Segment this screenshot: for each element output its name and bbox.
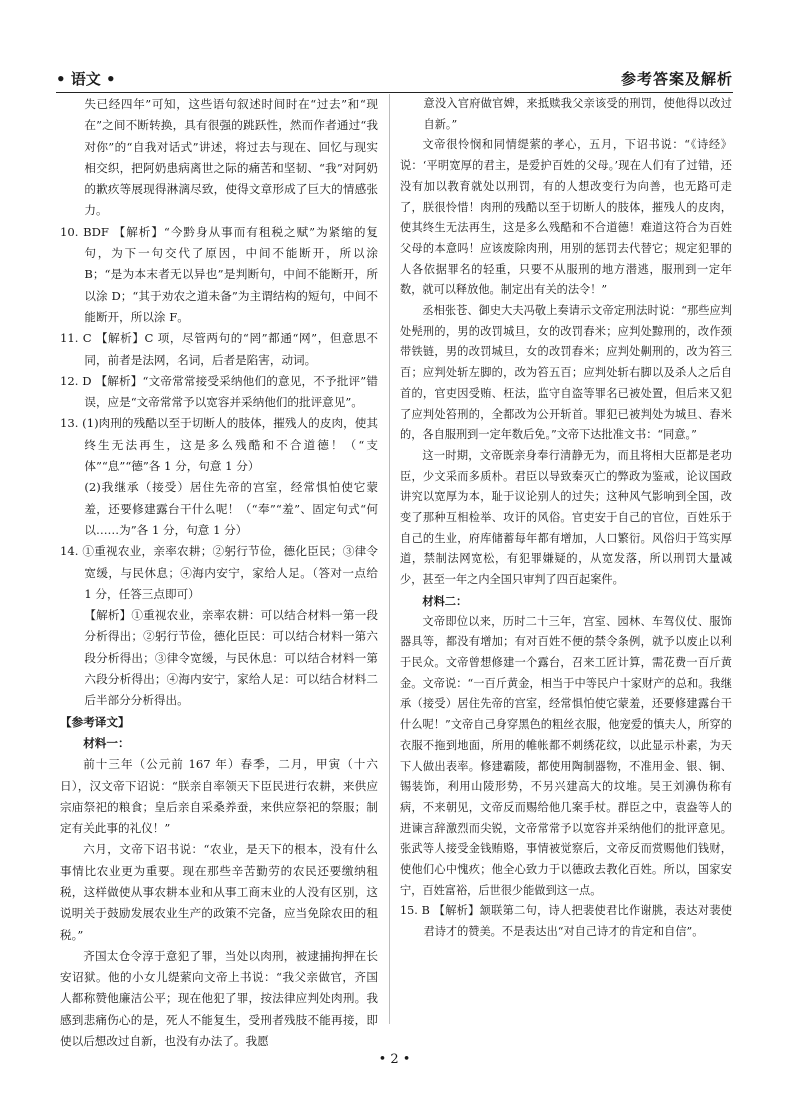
subject-label: • 语文 • — [56, 70, 116, 88]
paragraph: (2)我继承（接受）居住先帝的宫室，经常惧怕使它蒙羞，还要修建露台干什么呢！（“奉”“羞”、固定句式“何以……为”各 1 分，句意 1 分） — [84, 480, 378, 537]
paragraph: 【参考译文】 — [60, 714, 130, 729]
paragraph: 11. C 【解析】C 项，尽管两句的“罔”都通“网”，但意思不同，前者是法网，名词，后者是陷害，动词。 — [60, 331, 378, 367]
page-number: • 2 • — [378, 1052, 411, 1067]
paragraph: 12. D 【解析】“文帝常常接受采纳他们的意见，不予批评”错误，应是“文帝常常予以宽容并采纳他们的批评意见”。 — [60, 373, 378, 410]
paragraph: 15. B 【解析】颔联第二句，诗人把裴使君比作谢朓，表达对裴使君诗才的赞美。不是表达出“对自己诗才的肯定和自信”。 — [400, 904, 732, 939]
right-column — [400, 94, 732, 1034]
paragraph: 【解析】①重视农业，亲率农耕：可以结合材料一第一段分析得出；②躬行节俭，德化臣民：可以结合材料一第六段分析得出；③律令宽缓，与民休息：可以结合材料一第六段分析得出；④海内安宁，家给人足：可以结合材料二后半部分分析得出。 — [84, 608, 378, 708]
paragraph: 14. ①重视农业，亲率农耕；②躬行节俭，德化臣民；③律令宽缓，与民休息；④海内安宁，家给人足。（答对一点给 1 分，任答三点即可） — [60, 544, 378, 601]
page-header — [56, 68, 733, 93]
paragraph: 失已经四年”可知，这些语句叙述时间时在“过去”和“现在”之间不断转换，具有很强的跳跃性，然而作者通过“我对你”的“自我对话式”讲述，将过去与现在、回忆与现实相交织，把阿奶患病离世之际的痛苦和坚韧、“我”对阿奶的歉疚等展现得淋漓尽致，使得文章形成了巨大的情感张力。 — [84, 97, 378, 218]
paragraph: 13. (1)肉刑的残酷以至于切断人的肢体，摧残人的皮肉，使其终生无法再生，这是多么残酷和不合道德！（“支体”“息”“德”各 1 分，句意 1 分） — [60, 416, 378, 474]
left-column — [60, 94, 378, 1049]
paragraph: 材料一： — [83, 735, 130, 750]
paragraph: 丞相张苍、御史大夫冯敬上奏请示文帝定刑法时说：“那些应判处髡刑的，男的改罚城旦，女的改罚舂米；应判处黥刑的，改作颈带铁链，男的改罚城旦，女的改罚舂米；应判处劓刑的，改为笞三百；应判处斩左脚的，改为笞五百；应判处斩右脚以及杀人之后自首的，官吏因受贿、枉法，监守自盗等罪名已被处置，但后来又犯了应判处笞刑的，全都改为公开斩首。罪犯已被判处为城旦、舂米的，各自服刑到一定年数后免。”文帝下达批准文书：“同意。” — [400, 304, 732, 442]
paragraph: 六月，文帝下诏书说：“农业，是天下的根本，没有什么事情比农业更为重要。现在那些辛苦勤劳的农民还要缴纳租税，这样做使从事农耕本业和从事工商末业的人没有区别，这说明关于鼓励发展农业生产的政策不完备，应当免除农田的租税。” — [60, 842, 378, 942]
paragraph: 文帝很怜悯和同情缇萦的孝心，五月，下诏书说：“《诗经》说：‘平明宽厚的君主，是爱护百姓的父母。’现在人们有了过错，还没有加以教育就处以刑罚，有的人想改变行为向善，也无路可走了，朕很怜惜！肉刑的残酷以至于切断人的肢体，摧残人的皮肉，使其终生无法再生，这是多么残酷和不合道德！难道这符合为百姓父母的本意吗！应该废除肉刑，用别的惩罚去代替它；规定犯罪的人各依据罪名的轻重，只要不从服刑的地方潜逃，服刑到一定年数，就可以释放他。制定出有关的法令！” — [400, 138, 732, 297]
paragraph: 前十三年（公元前 167 年）春季，二月，甲寅（十六日），汉文帝下诏说：“朕亲自率领天下臣民进行农耕，来供应宗庙祭祀的粮食；皇后亲自采桑养蚕，来供应祭祀的祭服；制定有关此事的礼仪！” — [60, 757, 378, 836]
paragraph: 材料二： — [422, 593, 468, 608]
paragraph: 这一时期，文帝既亲身奉行清静无为，而且将相大臣都是老功臣，少文采而多质朴。君臣以导致秦灭亡的弊政为鉴戒，论议国政讲究以宽厚为本，耻于议论别人的过失；这种风气影响到全国，改变了那种互相检举、攻讦的风俗。官吏安于自己的官位，百姓乐于自己的生业，府库储蓄每年都有增加，人口繁衍。风俗归于笃实厚道，禁制法网宽松，有犯罪嫌疑的，从宽发落，所以刑罚大量减少，甚至一年之内全国只审判了四百起案件。 — [400, 448, 732, 587]
header-title: 参考答案及解析 — [620, 70, 733, 88]
paragraph: 10. BDF 【解析】“今黔身从事而有租税之赋”为紧缩的复句，为下一句交代了原因，中间不能断开，所以涂 B；“是为本末者无以异也”是判断句，中间不能断开，所以涂 D；“其于劝农之道未备”为主谓结构的短句，中间不能断开，所以涂 F。 — [60, 224, 378, 324]
paragraph: 意没入官府做官婢，来抵赎我父亲该受的刑罚，使他得以改过自新。” — [423, 97, 732, 131]
column-divider — [389, 94, 390, 1024]
paragraph: 齐国太仓令淳于意犯了罪，当处以肉刑，被逮捕拘押在长安诏狱。他的小女儿缇萦向文帝上书说：“我父亲做官，齐国人都称赞他廉洁公平；现在他犯了罪，按法律应判处肉刑。我感到悲痛伤心的是，死人不能复生，受刑者残肢不能再接，即使以后想改过自新，也没有办法了。我愿 — [60, 948, 378, 1049]
paragraph: 文帝即位以来，历时二十三年，宫室、园林、车驾仪仗、服饰器具等，都没有增加；有对百姓不便的禁令条例，就予以废止以利于民众。文帝曾想修建一个露台，召来工匠计算，需花费一百斤黄金。文帝说：“一百斤黄金，相当于中等民户十家财产的总和。我继承（接受）居住先帝的宫室，经常惧怕使它蒙羞，还要修建露台干什么呢！”文帝自己身穿黑色的粗丝衣服，他宠爱的慎夫人，所穿的衣服不拖到地面，所用的帷帐都不刺绣花纹，以此显示朴素，为天下人做出表率。修建霸陵，都使用陶制器物，不准用金、银、铜、锡装饰，利用山陵形势，不另兴建高大的坟堆。吴王刘濞伪称有病，不来朝见，文帝反而赐给他几案手杖。群臣之中，袁盎等人的进谏言辞激烈而尖锐，文帝常常予以宽容并采纳他们的批评意见。张武等人接受金钱贿赂，事情被觉察后，文帝反而赏赐他们钱财，使他们心中愧疚；他全心致力于以德政去教化百姓。所以，国家安宁，百姓富裕，后世很少能做到这一点。 — [400, 614, 732, 897]
